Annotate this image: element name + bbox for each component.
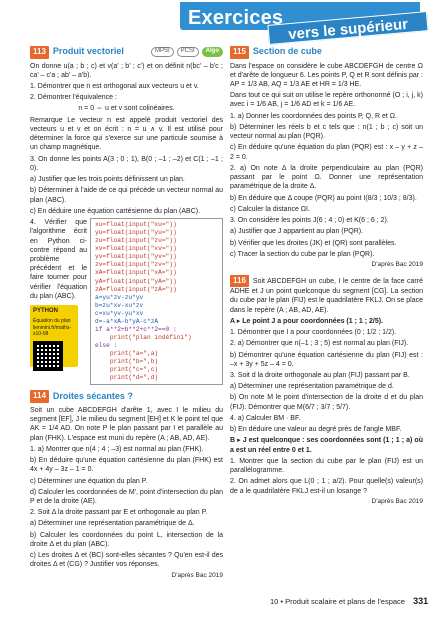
ex115-frame: Dans tout ce qui suit on utilise le repère orthonormé (O ; i, j, k) avec i = 1/6 AB, j = 1/6 AD et k = 1/6 AE. [230,92,423,109]
header-title: Exercices [188,7,284,29]
exercise-114 [30,390,223,580]
ex115-q1b: b) Déterminer les réels b et c tels que : n(1 ; b ; c) soit un vecteur normal au plan (PQR). [230,123,423,141]
python-box [30,305,87,367]
ex115-q3: 3. On considère les points J(6 ; 4 ; 0) et K(6 ; 6 ; 2). [230,217,389,225]
ex116-qa3: 3. Soit d la droite orthogonale au plan (FIJ) passant par B. [230,372,410,379]
ex114-q2b: b) Calculer les coordonnées du point L, intersection de la droite Δ et du plan (ABC). [30,531,223,548]
ex113-q3c: c) En déduire une équation cartésienne du plan (ABC). [30,207,201,215]
ex115-q2c: c) Calculer la distance ΩI. [230,205,310,213]
ex115-q3a: a) Justifier que J appartient au plan (PQR). [230,228,364,236]
code-line: yu=float(input("yu=")) [95,229,177,237]
ex115-source: D'après Bac 2019 [371,261,423,268]
ex113-q2: 2. Démontrer l'équivalence : [30,94,117,102]
code-line: yv=float(input("yv=")) [95,253,177,261]
ex113-q2-equivalence: n = 0 ⇔ u et v sont colinéaires. [78,105,175,113]
code-line: print("plan indéfini") [95,333,192,341]
ex116-qa4b: b) En déduire une valeur au degré près de l'angle MBF. [230,426,402,434]
exercise-title: Produit vectoriel [52,46,124,57]
page-header [0,0,435,44]
ex113-q4: 4. Vérifier que l'algorithme écrit en Python ci-contre répond au problème précédent et le faire tourner pour vérifier l'équation du plan (ABC). [30,219,87,300]
ex113-q1: 1. Démontrer que n est orthogonal aux vecteurs u et v. [30,83,199,91]
ex113-q3b: b) Déterminer à l'aide de ce qui précède un vecteur normal au plan (ABC). [30,187,223,204]
ex113-q3a: a) Justifier que les trois points définissent un plan. [30,176,185,184]
ex114-q1d: d) Calculer les coordonnées de M', point d'intersection du plan P et de la droite (AE). [30,488,223,505]
ex115-q3c: c) Tracer la section du cube par le plan (PQR). [230,250,375,258]
exercise-number: 116 [230,275,249,288]
code-line: else : [95,342,118,349]
ex116-qa4a: 4. a) Calculer BM · BF. [230,414,301,422]
ex116-intro-text: Soit ABCDEFGH un cube, I le centre de la face carré ADHE et J un point quelconque du segment [CG]. La section du cube par le plan (FIJ) est le quadrilatère FKLJ. On se place dans le repère (A ; AB, AD, AE). [230,277,423,314]
python-label: PYTHON [33,308,59,315]
python-code-block [90,218,223,385]
right-column [230,46,423,506]
page-number: 331 [413,596,429,606]
ex115-q1c: c) En déduire qu'une équation du plan (PQR) est : x – y + z – 2 = 0. [230,144,423,161]
code-line: d=-a*xA-b*yA-c*zA [95,317,159,325]
ex116-source: D'après Bac 2019 [371,497,423,505]
ex114-q2: 2. Soit Δ la droite passant par E et orthogonale au plan P. [30,509,208,517]
ex115-q1a: 1. a) Donner les coordonnées des points P, Q, R et Ω. [230,112,397,120]
code-line: xu=float(input("xu=")) [95,221,177,229]
exercise-number: 114 [30,390,49,403]
code-line: zA=float(input("zA=")) [95,285,177,293]
python-badge-title: Équation du plan [33,318,71,325]
tag-algo: Algo [202,47,223,57]
ex114-intro: Soit un cube ABCDEFGH d'arête 1, avec I le milieu du segment [EF], J le milieu du segment [EH] et K le point tel que AK = 1/4 AD. On note P le plan passant par I et parallèle au plan (FHK). L'espace est muni du repère (A ; AB, AD, AE). [30,406,223,442]
code-line: a=yu*zv-zu*yv [95,293,144,301]
header-subtitle: vers le supérieur [267,11,428,45]
ex115-q2a: 2. a) On note Δ la droite perpendiculaire au plan (PQR) passant par le point Ω. Donner une représentation paramétrique de la droite Δ. [230,164,423,191]
ex116-part-a: A ▸ Le point J a pour coordonnées (1 ; 1 ; 2/5). [230,317,383,325]
exercise-116 [230,275,423,507]
chapter-title: 10 • Produit scalaire et plans de l'espace [270,597,405,606]
code-line: yA=float(input("yA=")) [95,277,177,285]
ex115-intro: Dans l'espace on considère le cube ABCDEFGH de centre Ω et d'arête de longueur 6. Les points P, Q et R sont définis par : AP = 1/3 AB, AQ = 1/3 AE et HR = 1/3 HE. [230,62,423,89]
code-line: b=zu*xv-xu*zv [95,301,144,309]
ex113-remark: Remarque Le vecteur n est appelé produit vectoriel des vecteurs u et v et on écrit : n = u ∧ v. Il est utilisé pour déterminer la force qui s'exerce sur une particule soumise à un champ magnétique. [30,116,223,152]
ex114-source: D'après Bac 2019 [171,571,223,579]
ex115-q2b: b) En déduire que Δ coupe (PQR) au point I(8/3 ; 10/3 ; 8/3). [230,194,417,202]
code-line: print("c=",c) [95,366,159,374]
algorithm-section [30,218,223,385]
code-line: zv=float(input("zv=")) [95,261,177,269]
ex116-part-b: B ▸ J est quelconque : ses coordonnées sont (1 ; 1 ; a) où a est un réel entre 0 et 1. [230,437,423,454]
ex116-qa3a: a) Déterminer une représentation paramétrique de d. [230,383,394,391]
ex113-q4-wrapper [30,218,90,385]
exercise-number: 113 [30,46,49,59]
ex114-q2c: c) Les droites Δ et (BC) sont-elles sécantes ? Qu'en est-il des droites Δ et (CG) ? Justifier vos réponses. [30,552,223,569]
python-link[interactable]: lienmini.fr/maths-s10-08 [33,324,72,338]
code-line: print("d=",d) [95,374,159,382]
ex116-qa3b: b) On note M le point d'intersection de la droite d et du plan (FIJ). Démontrer que M(6/7 ; 3/7 ; 5/7). [230,394,423,411]
code-line: zu=float(input("zu=")) [95,237,177,245]
code-line: print("a=",a) [95,350,159,358]
tag-pcsi: PCSI [177,47,199,57]
ex116-qb2: 2. On admet alors que L(0 ; 1 ; a/2). Pour quelle(s) valeur(s) de a le quadrilatère FKLJ est-il un losange ? [230,478,423,495]
ex114-q1b: b) En déduire qu'une équation cartésienne du plan (FHK) est 4x + 4y – 3z – 1 = 0. [30,457,223,474]
code-line: xv=float(input("xv=")) [95,245,177,253]
ex116-qa1: 1. Démontrer que I a pour coordonnées (0 ; 1/2 ; 1/2). [230,329,397,337]
ex114-q1c: c) Déterminer une équation du plan P. [30,477,148,485]
exercise-title: Droites sécantes ? [52,390,133,401]
qr-code-icon [33,341,63,371]
exercise-tags [151,47,223,57]
code-line: c=xu*yv-yu*xv [95,309,144,317]
tag-mpsi: MPSI [151,47,174,57]
ex115-q3b: b) Vérifier que les droites (JK) et (QR) sont parallèles. [230,239,397,247]
ex114-q2a: a) Déterminer une représentation paramétrique de Δ. [30,520,195,528]
code-line: print("b=",b) [95,358,159,366]
ex114-q1a: 1. a) Montrer que n(4 ; 4 ; –3) est normal au plan (FHK). [30,445,204,453]
code-line: xA=float(input("xA=")) [95,269,177,277]
ex113-intro: On donne u(a ; b ; c) et v(a' ; b' ; c') et on définit n(bc' – b'c ; ca' – c'a ; ab' – a'b). [30,62,223,79]
exercise-number: 115 [230,46,249,59]
left-column [30,46,223,580]
ex116-intro [230,275,423,315]
ex116-qa2a: 2. a) Démontrer que n(–1 ; 3 ; 5) est normal au plan (FIJ). [230,340,409,348]
exercise-115-header [230,46,423,59]
exercise-title: Section de cube [252,46,322,57]
exercise-114-header [30,390,223,403]
ex113-q3: 3. On donne les points A(3 ; 0 ; 1), B(0 ; –1 ; –2) et C(1 ; –1 ; 0). [30,155,223,172]
ex116-qb1: 1. Montrer que la section du cube par le plan (FIJ) est un parallélogramme. [230,457,423,475]
exercise-113-header [30,46,223,59]
python-badge[interactable] [30,305,78,367]
ex116-qa2b: b) Démontrer qu'une équation cartésienne du plan (FIJ) est : –x + 3y + 5z – 4 = 0. [230,351,423,368]
code-line: if a**2+b**2+c**2==0 : [95,325,177,333]
page-footer [270,596,430,608]
